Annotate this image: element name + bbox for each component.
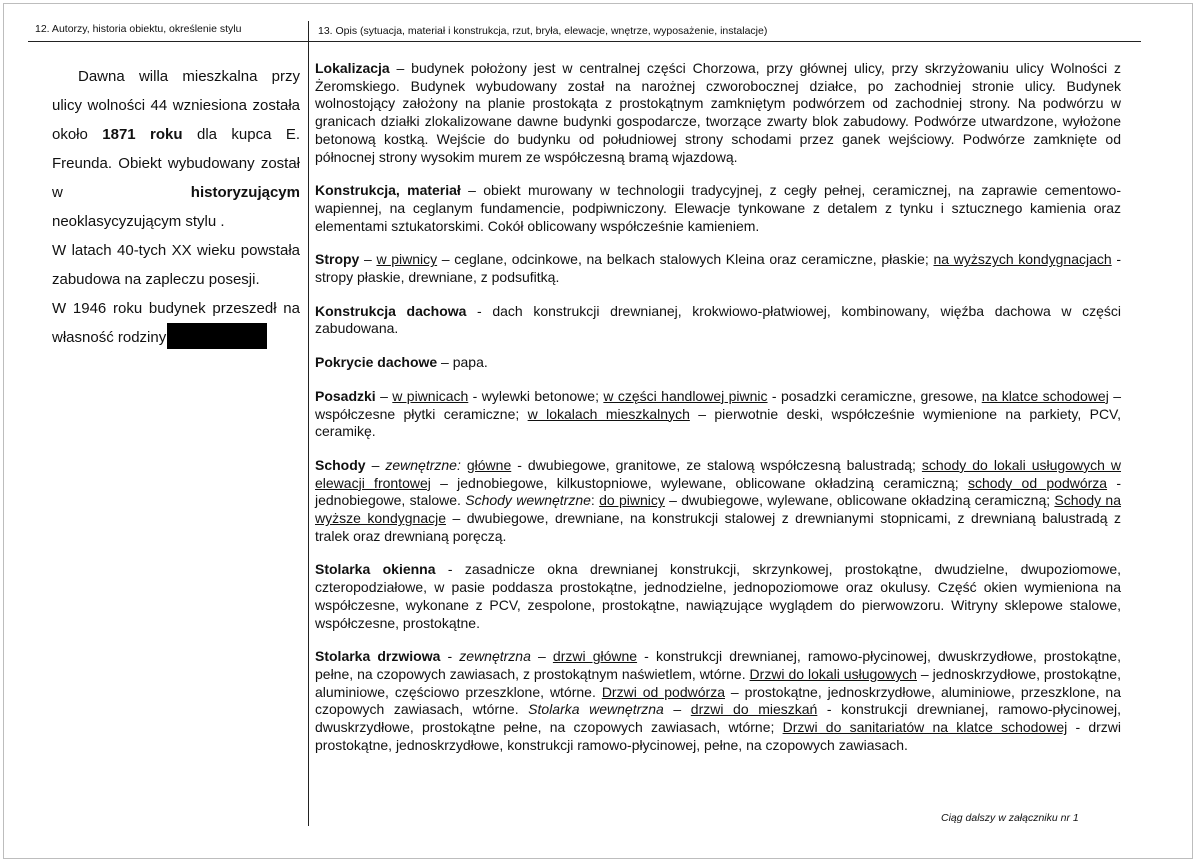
- section-posadzki: Posadzki – w piwnicach - wylewki betonowe; w części handlowej piwnic - posadzki ceramiczne, gresowe, na klatce schodowej – współczesne płytki ceramiczne; w lokalach mieszkalnych – pierwotnie deski, współcześnie wymienione na parkiety, PCV, ceramikę.: [315, 387, 1122, 440]
- section-stropy: Stropy – w piwnicy – ceglane, odcinkowe, na belkach stalowych Kleina oraz ceramiczne, płaskie; na wyższych kondygnacjach - stropy płaskie, drewniane, z podsufitką.: [315, 251, 1121, 286]
- column-12-header: 12. Autorzy, historia obiektu, określenie stylu: [35, 23, 242, 35]
- section-title: Konstrukcja, materiał: [315, 182, 461, 199]
- section-title: Posadzki: [315, 387, 376, 404]
- header-rule: [28, 41, 1141, 42]
- column-divider: [308, 21, 309, 826]
- section-title: Schody: [315, 456, 366, 473]
- continued-note: Ciąg dalszy w załączniku nr 1: [941, 812, 1079, 824]
- section-schody: Schody – zewnętrzne: główne - dwubiegowe, granitowe, ze stalową współczesną balustradą; schody do lokali usługowych w elewacji frontowej – jednobiegowe, kilkustopniowe, wylewane, oblicowane okładziną ceramiczną; schody od podwórza - jednobiegowe, stalowe. Schody wewnętrzne: do piwnicy – dwubiegowe, wylewane, oblicowane okładziną ceramiczną; Schody na wyższe kondygnacje – dwubiegowe, drewniane, na konstrukcji stalowej z drewnianymi stopnicami, z drewnianą balustradą z tralek oraz drewnianą poręczą.: [315, 456, 1122, 544]
- section-title: Stropy: [315, 251, 360, 268]
- description-column: [315, 60, 1121, 771]
- section-title: Stolarka drzwiowa: [315, 648, 441, 665]
- section-title: Lokalizacja: [315, 60, 390, 76]
- history-paragraph-2: W latach 40-tych XX wieku powstała zabudowa na zapleczu posesji.: [52, 242, 300, 288]
- column-13-header: 13. Opis (sytuacja, materiał i konstrukcja, rzut, bryła, elewacje, wnętrze, wyposażenie, instalacje): [318, 25, 768, 37]
- build-year: 1871 roku: [102, 126, 183, 143]
- section-konstrukcja-dachowa: Konstrukcja dachowa - dach konstrukcji drewnianej, krokwiowo-płatwiowej, kombinowany, więźba dachowa w części zabudowana.: [315, 302, 1121, 337]
- section-lokalizacja: Lokalizacja – budynek położony jest w centralnej części Chorzowa, przy głównej ulicy, przy skrzyżowaniu ulicy Wolności z Żeromskiego. Budynek wybudowany został na narożnej czworobocznej działce, po zachodniej stronie ulicy. Budynek wolnostojący założony na planie prostokąta z prostokątnym zamkniętym podwórzem od zachodniej strony. Na podwórzu w granicach działki zlokalizowane dawne budynki gospodarcze, tworzące zwarty blok zabudowy. Podwórze utwardzone, wyłożone betonową kostką. Wejście do budynku od południowej strony schodami przez ganek wejściowy. Podwórze zamknięte od północnej strony wysokim murem ze współczesną bramą wjazdową.: [315, 60, 1121, 165]
- section-stolarka-drzwiowa: Stolarka drzwiowa - zewnętrzna – drzwi główne - konstrukcji drewnianej, ramowo-płycinowej, dwuskrzydłowe, prostokątne, pełne, na czopowych zawiasach, z prostokątnym naświetlem, wtórne. Drzwi do lokali usługowych – jednoskrzydłowe, prostokątne, aluminiowe, częściowo przeszklone, wtórne. Drzwi od podwórza – prostokątne, jednoskrzydłowe, aluminiowe, przeszklone, na czopowych zawiasach, wtórne. Stolarka wewnętrzna – drzwi do mieszkań - konstrukcji drewnianej, ramowo-płycinowej, dwuskrzydłowe, prostokątne pełne, na czopowych zawiasach, wtórne; Drzwi do sanitariatów na klatce schodowej - drzwi prostokątne, jednoskrzydłowe, konstrukcji ramowo-płycinowej, pełne, na czopowych zawiasach.: [315, 648, 1122, 753]
- section-title: Pokrycie dachowe: [315, 354, 438, 371]
- section-konstrukcja: Konstrukcja, materiał – obiekt murowany w technologii tradycyjnej, z cegły pełnej, ceramicznej, na zaprawie cementowo-wapiennej, na ceglanym fundamencie, podpiwniczony. Elewacje tynkowane z detalem z tynku i sztucznego kamienia oraz elementami sztukatorskimi. Cokół oblicowany współcześnie kamieniem.: [315, 182, 1122, 234]
- section-stolarka-okienna: Stolarka okienna - zasadnicze okna drewnianej konstrukcji, skrzynkowej, prostokątne, dwudzielne, dwupoziomowe, czteropodziałowe, w pasie poddasza prostokątne, jednodzielne, jednopoziomowe oraz okulusy. Część okien wymieniona na współczesne, wykonane z PCV, zespolone, prostokątne, nawiązujące wyglądem do pierwowzoru. Witryny sklepowe stalowe, współczesne, prostokątne.: [315, 561, 1121, 631]
- redaction-box: [167, 323, 267, 349]
- section-pokrycie-dachowe: Pokrycie dachowe – papa.: [315, 354, 488, 371]
- style-term: historyzującym: [190, 184, 300, 201]
- section-title: Stolarka okienna: [315, 561, 436, 578]
- history-paragraph-3: W 1946 roku budynek przeszedł na własność rodziny: [52, 294, 300, 352]
- section-title: Konstrukcja dachowa: [315, 302, 467, 319]
- history-paragraph-1: Dawna willa mieszkalna przy ulicy wolności 44 wzniesiona została około 1871 roku dla kupca E. Freunda. Obiekt wybudowany został w historyzującym neoklasycyzującym stylu .: [52, 68, 301, 230]
- history-column: [52, 62, 300, 352]
